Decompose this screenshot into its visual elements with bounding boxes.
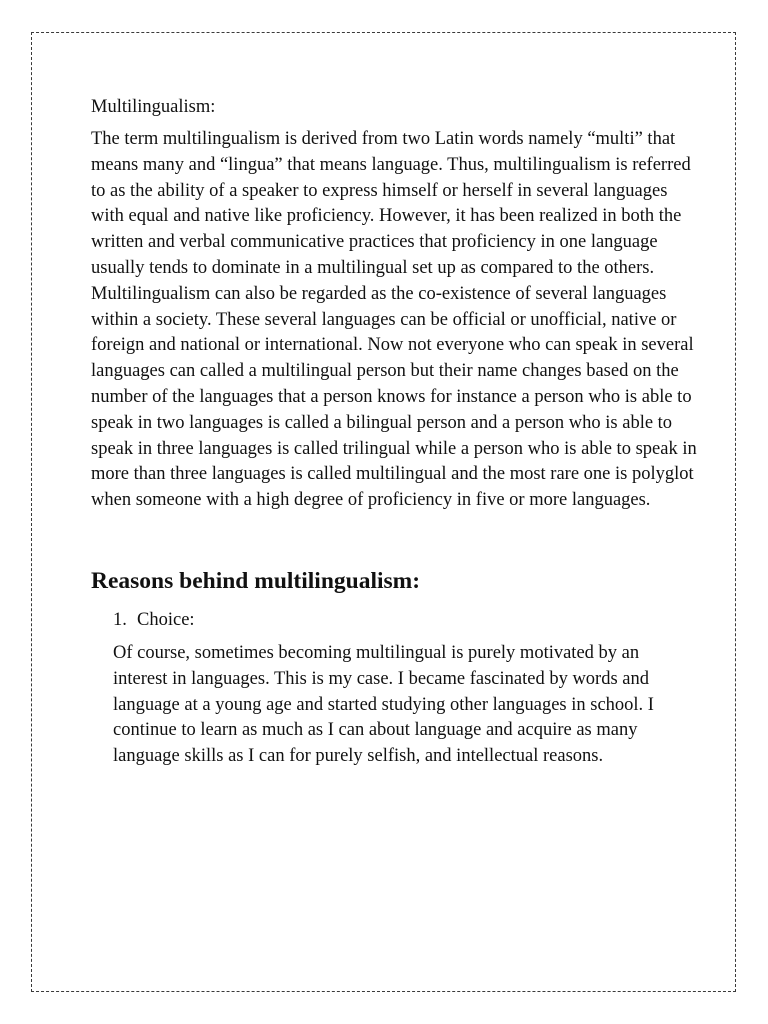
section-title: Multilingualism: <box>91 97 216 117</box>
list-item-title-text: Choice: <box>137 609 195 630</box>
document-content <box>91 94 701 770</box>
list-item-number: 1. <box>113 609 127 630</box>
reasons-heading: Reasons behind multilingualism: <box>91 567 421 594</box>
list-item <box>113 607 701 770</box>
reasons-list <box>91 607 701 770</box>
list-item-body: Of course, sometimes becoming multilingual is purely motivated by an interest in languages. This is my case. I became fascinated by words and language at a young age and started studying other languages in school. I continue to learn as much as I can about language and acquire as many language skills as I can for purely selfish, and intellectual reasons. <box>113 642 654 767</box>
section-body: The term multilingualism is derived from two Latin words namely “multi” that means many and “lingua” that means language. Thus, multilingualism is referred to as the ability of a speaker to express himself or herself in several languages with equal and native like proficiency. However, it has been realized in both the written and verbal communicative practices that proficiency in one language usually tends to dominate in a multilingual set up as compared to the others. Multilingualism can also be regarded as the co-existence of several languages within a society. These several languages can be official or unofficial, native or foreign and national or international. Now not everyone who can speak in several languages can called a multilingual person but their name changes based on the number of the languages that a person knows for instance a person who is able to speak in two languages is called a bilingual person and a person who is able to speak in three languages is called trilingual while a person who is able to speak in more than three languages is called multilingual and the most rare one is polyglot when someone with a high degree of proficiency in five or more languages. <box>91 129 697 511</box>
list-item-title <box>113 607 701 633</box>
